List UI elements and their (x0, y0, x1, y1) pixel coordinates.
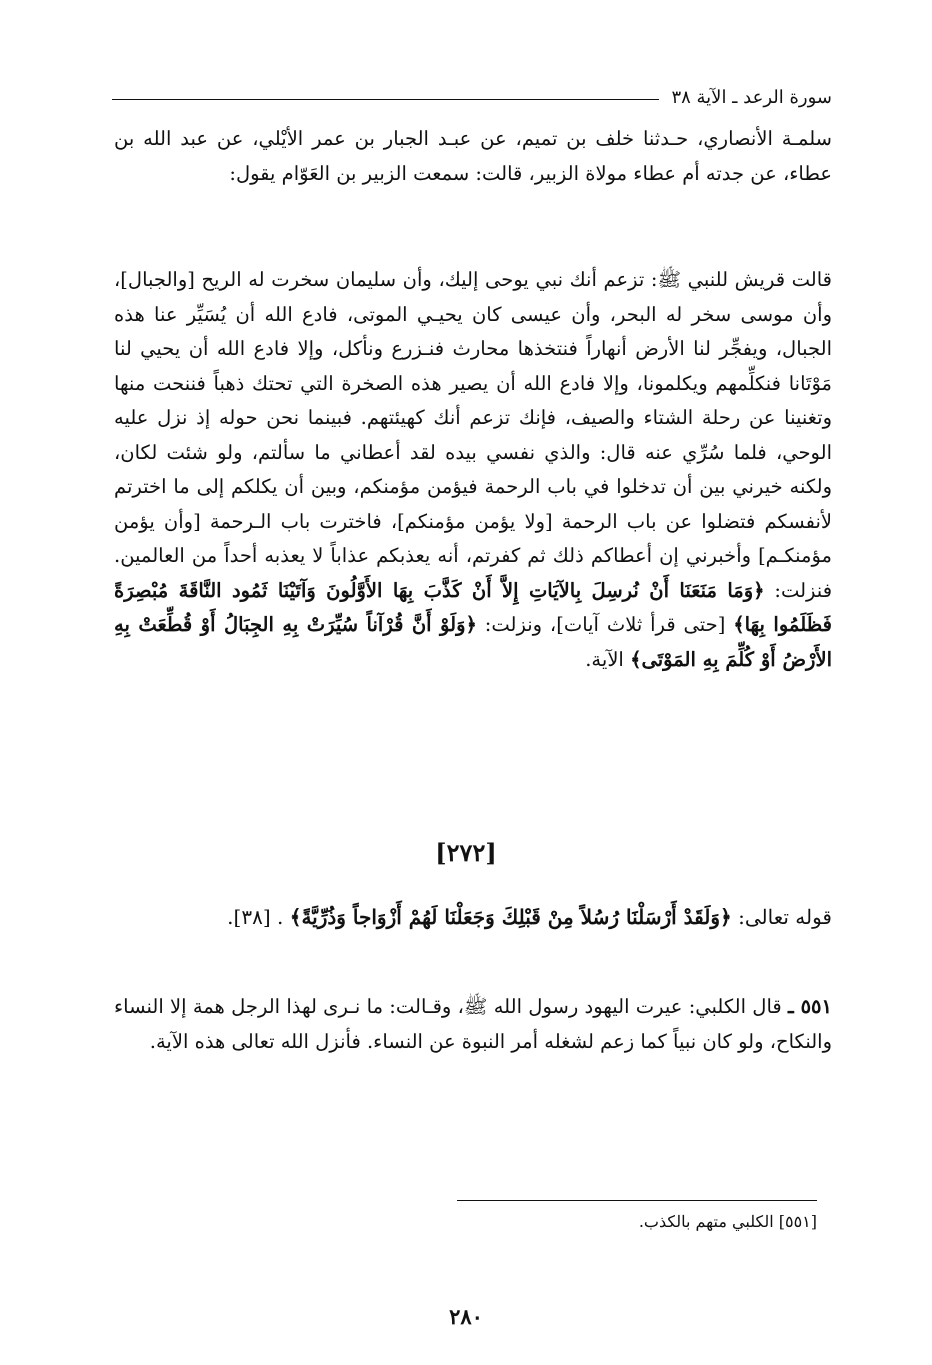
section-number: [٢٧٢] (435, 838, 497, 867)
verse-reference: . [٣٨]. (227, 905, 284, 929)
isnad-paragraph: سلمـة الأنصاري، حـدثنا خلف بن تميم، عن عبـد الجبار بن عمر الأيْلي، عن عبد الله بن عطاء، عن جدته أم عطاء مولاة الزبير، قالت: سمعت الزبير بن العَوّام يقول: (114, 127, 832, 185)
footnote-rule (457, 1200, 817, 1201)
hadith-paragraph (114, 263, 832, 677)
page-number: ٢٨٠ (449, 1304, 483, 1329)
header-title: سورة الرعد ـ الآية ٣٨ (671, 86, 832, 108)
narration-text: قال الكلبي: عيرت اليهود رسول الله ﷺ، وقـالت: ما نـرى لهذا الرجل همة إلا النساء والنكاح، ولو كان نبياً كما زعم لشغله أمر النبوة عن النساء. فأنزل الله تعالى هذه الآية. (114, 995, 832, 1053)
verse-heading (114, 893, 832, 941)
header-rule (112, 99, 659, 100)
quran-verse-heading: ﴿وَلَقَدْ أَرْسَلْنَا رُسُلاً مِنْ قَبْلِكَ وَجَعَلْنَا لَهُمْ أَزْوَاجاً وَذُرِّيَّةً﴾ (289, 905, 732, 929)
verse-lead: قوله تعالى: (738, 905, 832, 929)
narration-number: ٥٥١ ـ (788, 995, 832, 1018)
footnote: [٥٥١] الكلبي متهم بالكذب. (638, 1212, 817, 1231)
running-header (112, 82, 832, 112)
quran-verse-a: ﴿وَمَا مَنَعَنَا أَنْ نُرسِلَ بِالآيَاتِ إِلاَّ أَنْ كَذَّبَ بِهَا الأَوَّلُونَ وَآتَيْنَا ثَمُود النَّاقَةَ مُبْصِرَةً فَظَلَمُوا بِهَا﴾ (114, 578, 832, 636)
hadith-text-b: [حتى قرأ ثلاث آيات]، ونزلت: (484, 613, 726, 636)
hadith-text-a: قالت قريش للنبي ﷺ: تزعم أنك نبي يوحى إليك، وأن سليمان سخرت له الريح [والجبال]، وأن موسى سخر له البحر، وأن عيسى كان يحيـي الموتى، فادع الله أن يُسَيِّر عنا هذه الجبال، ويفجِّر لنا الأرض أنهاراً فنتخذها محارث فنـزرع ونأكل، وإلا فادع الله أن يحيي لنا مَوْتَانا فنكلِّمهم ويكلمونا، وإلا فادع الله أن يصير هذه الصخرة التي تحتك ذهباً فننحت منها وتغنينا عن رحلة الشتاء والصيف، فإنك تزعم أنك كهيئتهم. فبينما نحن حوله إذ نزل عليه الوحي، فلما سُرِّي عنه قال: والذي نفسي بيده لقد أعطاني ما سألتم، ولو شئت لكان، ولكنه خيرني بين أن تدخلوا في باب الرحمة فيؤمن مؤمنكم، وبين أن يكلكم إلى ما اخترتم لأنفسكم فتضلوا عن باب الرحمة [ولا يؤمن مؤمنكم]، فاخترت باب الـرحمة [وأن يؤمن مؤمنكـم] وأخبرني إن أعطاكم ذلك ثم كفرتم، أنه يعذبكم عذاباً لا يعذبه أحداً من العالمين. فنزلت: (114, 268, 833, 602)
narration-paragraph (114, 990, 832, 1059)
hadith-text-c: الآية. (585, 647, 624, 671)
quran-verse-b: ﴿وَلَوْ أَنَّ قُرْآناً سُيِّرَتْ بِهِ الجِبَالُ أَوْ قُطِّعَتْ بِهِ الأَرْضُ أَوْ كُلِّمَ بِهِ المَوْتَى﴾ (114, 613, 832, 671)
